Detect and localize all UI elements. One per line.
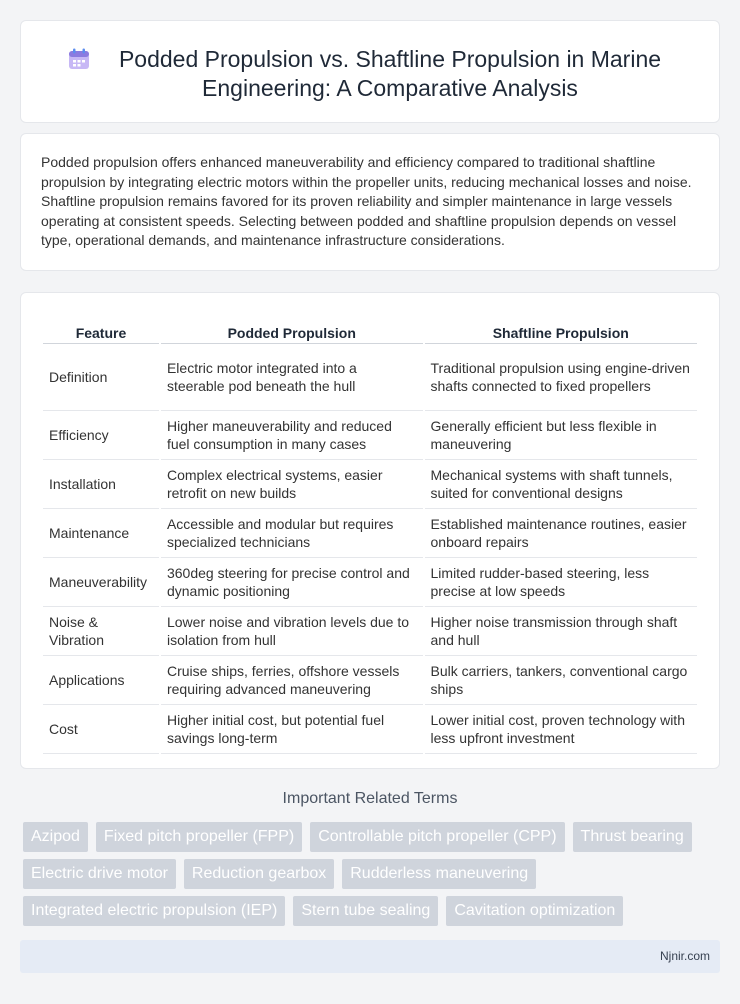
tag-electric-drive-motor[interactable]: Electric drive motor: [23, 859, 176, 889]
podded-cell: Electric motor integrated into a steerable pod beneath the hull: [160, 343, 424, 410]
feature-cell: Maintenance: [43, 508, 160, 557]
tag-integrated-electric-propulsion[interactable]: Integrated electric propulsion (IEP): [23, 896, 285, 926]
shaftline-cell: Lower initial cost, proven technology with less upfront investment: [424, 704, 698, 753]
shaftline-cell: Higher noise transmission through shaft and hull: [424, 606, 698, 655]
podded-cell: Higher maneuverability and reduced fuel consumption in many cases: [160, 410, 424, 459]
feature-cell: Maneuverability: [43, 557, 160, 606]
related-terms-title: Important Related Terms: [282, 790, 458, 807]
intro-text: Podded propulsion offers enhanced maneuverability and efficiency compared to traditional shaftline propulsion by integrating electric motors within the propeller units, reducing mechanical losses and noise. Shaftline propulsion remains favored for its proven reliability and simpler maintenance in large vessels operating at consistent speeds. Selecting between podded and shaftline propulsion depends on vessel type, operational demands, and maintenance infrastructure considerations.: [41, 154, 692, 248]
header-podded: Podded Propulsion: [160, 313, 424, 343]
feature-cell: Efficiency: [43, 410, 160, 459]
comparison-table-card: [20, 292, 720, 769]
feature-cell: Noise & Vibration: [43, 606, 160, 655]
table-row: [43, 343, 698, 410]
footer-site-link[interactable]: Njnir.com: [659, 949, 710, 963]
feature-cell: Cost: [43, 704, 160, 753]
table-row: [43, 704, 698, 753]
table-row: [43, 410, 698, 459]
table-row: [43, 655, 698, 704]
header-feature: Feature: [43, 313, 160, 343]
tag-reduction-gearbox[interactable]: Reduction gearbox: [184, 859, 334, 889]
shaftline-cell: Mechanical systems with shaft tunnels, suited for conventional designs: [424, 459, 698, 508]
shaftline-cell: Generally efficient but less flexible in maneuvering: [424, 410, 698, 459]
table-row: [43, 606, 698, 655]
tag-rudderless-maneuvering[interactable]: Rudderless maneuvering: [342, 859, 536, 889]
podded-cell: 360deg steering for precise control and dynamic positioning: [160, 557, 424, 606]
header-shaftline: Shaftline Propulsion: [424, 313, 698, 343]
table-row: [43, 508, 698, 557]
tag-stern-tube-sealing[interactable]: Stern tube sealing: [293, 896, 438, 926]
page-title: Podded Propulsion vs. Shaftline Propulsion in Marine Engineering: A Comparative Analysis: [118, 46, 662, 101]
table-row: [43, 459, 698, 508]
comparison-table: [43, 313, 699, 754]
shaftline-cell: Traditional propulsion using engine-driven shafts connected to fixed propellers: [424, 343, 698, 410]
tag-controllable-pitch-propeller[interactable]: Controllable pitch propeller (CPP): [310, 822, 564, 852]
intro-card: [20, 133, 720, 271]
podded-cell: Complex electrical systems, easier retrofit on new builds: [160, 459, 424, 508]
feature-cell: Installation: [43, 459, 160, 508]
tag-azipod[interactable]: Azipod: [23, 822, 88, 852]
podded-cell: Lower noise and vibration levels due to isolation from hull: [160, 606, 424, 655]
tag-fixed-pitch-propeller[interactable]: Fixed pitch propeller (FPP): [96, 822, 302, 852]
podded-cell: Higher initial cost, but potential fuel savings long-term: [160, 704, 424, 753]
related-terms-list: [23, 822, 723, 926]
shaftline-cell: Limited rudder-based steering, less precise at low speeds: [424, 557, 698, 606]
podded-cell: Accessible and modular but requires specialized technicians: [160, 508, 424, 557]
podded-cell: Cruise ships, ferries, offshore vessels requiring advanced maneuvering: [160, 655, 424, 704]
shaftline-cell: Established maintenance routines, easier onboard repairs: [424, 508, 698, 557]
tag-cavitation-optimization[interactable]: Cavitation optimization: [446, 896, 623, 926]
feature-cell: Applications: [43, 655, 160, 704]
table-row: [43, 557, 698, 606]
shaftline-cell: Bulk carriers, tankers, conventional cargo ships: [424, 655, 698, 704]
title-card: [20, 20, 720, 123]
tag-thrust-bearing[interactable]: Thrust bearing: [573, 822, 692, 852]
footer: [20, 940, 720, 973]
feature-cell: Definition: [43, 343, 160, 410]
